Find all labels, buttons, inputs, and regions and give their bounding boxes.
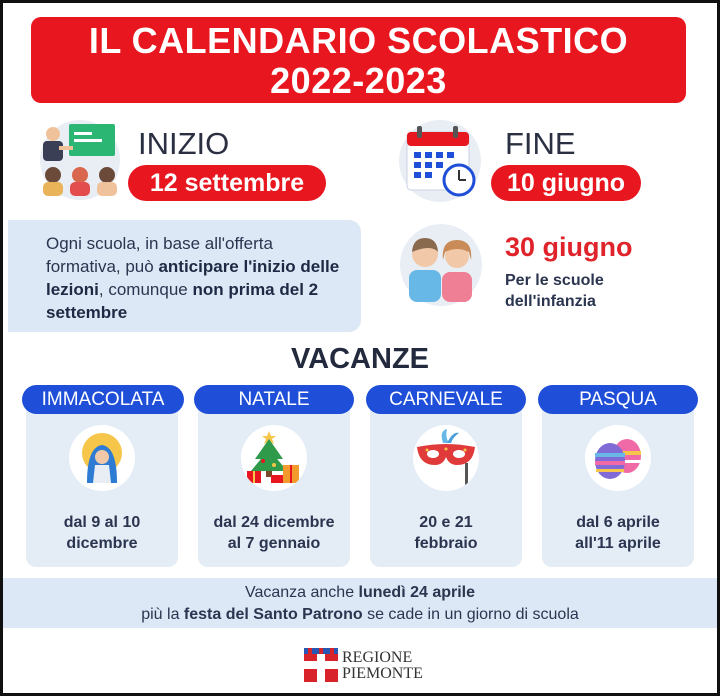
vacation-dates-pasqua [538,512,698,554]
teacher-classroom-icon [37,120,123,200]
footer-text-1: Vacanza anche [244,584,359,601]
vacation-dates-pasqua-line-2: all'11 aprile [575,535,661,552]
kindergarten-end-date: 30 giugno [505,232,633,262]
vacation-name-pasqua: PASQUA [538,385,698,414]
footer-text-2: più la [141,606,184,623]
kindergarten-line-2: dell'infanzia [505,293,596,310]
vacation-dates-natale-line-1: dal 24 dicembre [213,514,335,531]
vacation-dates-immacolata-line-2: dicembre [66,535,138,552]
vacation-dates-pasqua-line-1: dal 6 aprile [576,514,660,531]
vacation-dates-carnevale-line-2: febbraio [414,535,478,552]
vacation-dates-natale-line-2: al 7 gennaio [227,535,321,552]
vacation-dates-carnevale-line-1: 20 e 21 [419,514,473,531]
note-bold-2: non prima del 2 settembre [46,280,319,322]
start-note [8,220,361,332]
vacation-dates-natale [194,512,354,554]
title-line-2: 2022-2023 [270,60,447,101]
kindergarten-line-1: Per le scuole [505,272,604,289]
vacation-dates-immacolata [22,512,182,554]
note-text-1: Ogni scuola, in base all'offerta formativa, può [46,234,273,276]
footer-bold-1: lunedì 24 aprile [358,584,476,601]
footer-text-3: se cade in un giorno di scuola [362,606,579,623]
logo-line-1: REGIONE [342,649,413,666]
calendar-clock-icon [397,118,483,204]
end-label: FINE [505,126,576,161]
logo-line-2: PIEMONTE [342,665,423,682]
vacation-dates-carnevale [366,512,526,554]
note-text-2: , comunque [98,280,193,299]
additional-holidays-line-2 [0,604,720,626]
kindergarten-note [505,270,604,312]
vacation-name-immacolata: IMMACOLATA [22,385,184,414]
regione-piemonte-logo [304,648,424,684]
logo-text [342,650,423,682]
easter-eggs-icon [585,425,651,491]
piemonte-flag-icon [304,648,338,682]
title-banner [31,17,686,103]
start-date-badge: 12 settembre [128,165,326,201]
christmas-tree-icon [241,425,307,491]
footer-bold-2: festa del Santo Patrono [183,606,363,623]
start-label: INIZIO [138,126,230,161]
children-icon [397,222,485,308]
additional-holidays-note [0,578,720,628]
note-bold-1: anticipare l'inizio delle lezioni [46,257,340,299]
additional-holidays-line-1 [0,582,720,604]
title-line-1: IL CALENDARIO SCOLASTICO [88,20,629,61]
vacation-name-carnevale: CARNEVALE [366,385,526,414]
vacation-name-natale: NATALE [194,385,354,414]
end-date-badge: 10 giugno [491,165,641,201]
madonna-icon [69,425,135,491]
vacations-title: VACANZE [290,343,430,375]
carnival-mask-icon [413,425,479,491]
vacation-dates-immacolata-line-1: dal 9 al 10 [63,514,141,531]
